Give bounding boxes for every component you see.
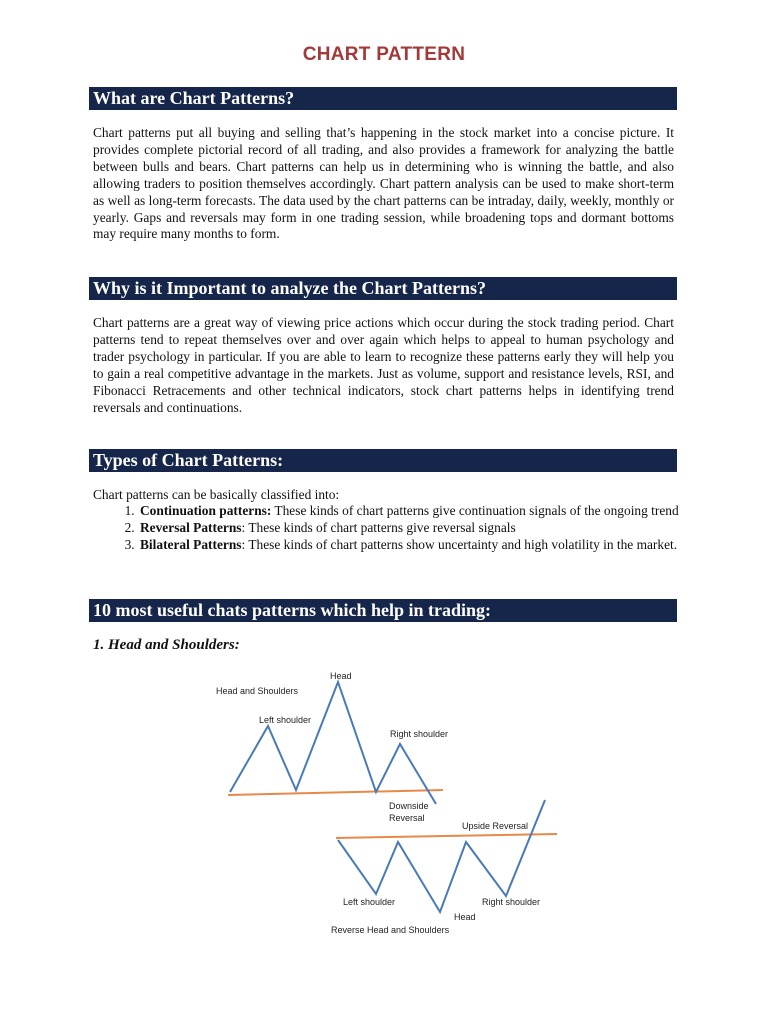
types-list bbox=[93, 503, 719, 554]
types-intro: Chart patterns can be basically classified into: bbox=[93, 487, 340, 502]
section-heading-types: Types of Chart Patterns: bbox=[89, 449, 677, 472]
list-item: 3. Bilateral Patterns: These kinds of chart patterns show uncertainty and high volatility in the market. bbox=[138, 537, 719, 554]
label-head-top: Head bbox=[330, 671, 352, 681]
section-body-why: Chart patterns are a great way of viewing price actions which occur during the stock trading period. Chart patterns tend to repeat themselves over and over again which helps to appeal to human psychology and trader psychology in particular. If you are able to learn to recognize these patterns early they will help you to gain a real competitive advantage in the markets. Just as volume, support and resistance levels, RSI, and Fibonacci Retracements and other technical indicators, stock chart patterns helps in identifying trend reversals and continuations. bbox=[93, 315, 674, 415]
list-item: 2. Reversal Patterns: These kinds of chart patterns give reversal signals bbox=[138, 520, 719, 537]
label-title-top: Head and Shoulders bbox=[216, 686, 299, 696]
page-title: CHART PATTERN bbox=[302, 44, 466, 65]
neckline-bottom bbox=[336, 834, 557, 838]
list-item: 1. Continuation patterns: These kinds of chart patterns give continuation signals of the ongoing trend bbox=[138, 503, 719, 520]
section-heading-why: Why is it Important to analyze the Chart Patterns? bbox=[89, 277, 677, 300]
price-line-top bbox=[230, 682, 436, 804]
label-upside-reversal: Upside Reversal bbox=[462, 821, 529, 831]
section-body-what: Chart patterns put all buying and selling that’s happening in the stock market into a concise picture. It provides complete pictorial record of all trading, and also provides a framework for analyzing the battle between bulls and bears. Chart patterns can help us in determining who is winning the battle, and also allowing traders to position themselves accordingly. Chart pattern analysis can be used to make short-term as well as long-term forecasts. The data used by the chart patterns can be intraday, daily, weekly, monthly or yearly. Gaps and reversals may form in one trading session, while broadening tops and dormant bottoms may require many months to form. bbox=[93, 125, 674, 242]
label-downside: Downside bbox=[389, 801, 429, 811]
label-head-bottom: Head bbox=[454, 912, 476, 922]
head-and-shoulders-diagram bbox=[214, 664, 558, 938]
section-heading-what: What are Chart Patterns? bbox=[89, 87, 677, 110]
label-title-bottom: Reverse Head and Shoulders bbox=[331, 925, 450, 935]
neckline-top bbox=[228, 790, 443, 795]
label-left-shoulder-bottom: Left shoulder bbox=[343, 897, 396, 907]
label-reversal: Reversal bbox=[389, 813, 425, 823]
price-line-bottom bbox=[338, 800, 545, 912]
section-heading-useful: 10 most useful chats patterns which help in trading: bbox=[89, 599, 677, 622]
label-right-shoulder-bottom: Right shoulder bbox=[482, 897, 541, 907]
label-left-shoulder-top: Left shoulder bbox=[259, 715, 312, 725]
label-right-shoulder-top: Right shoulder bbox=[390, 729, 449, 739]
subsection-title: 1. Head and Shoulders: bbox=[93, 637, 240, 653]
